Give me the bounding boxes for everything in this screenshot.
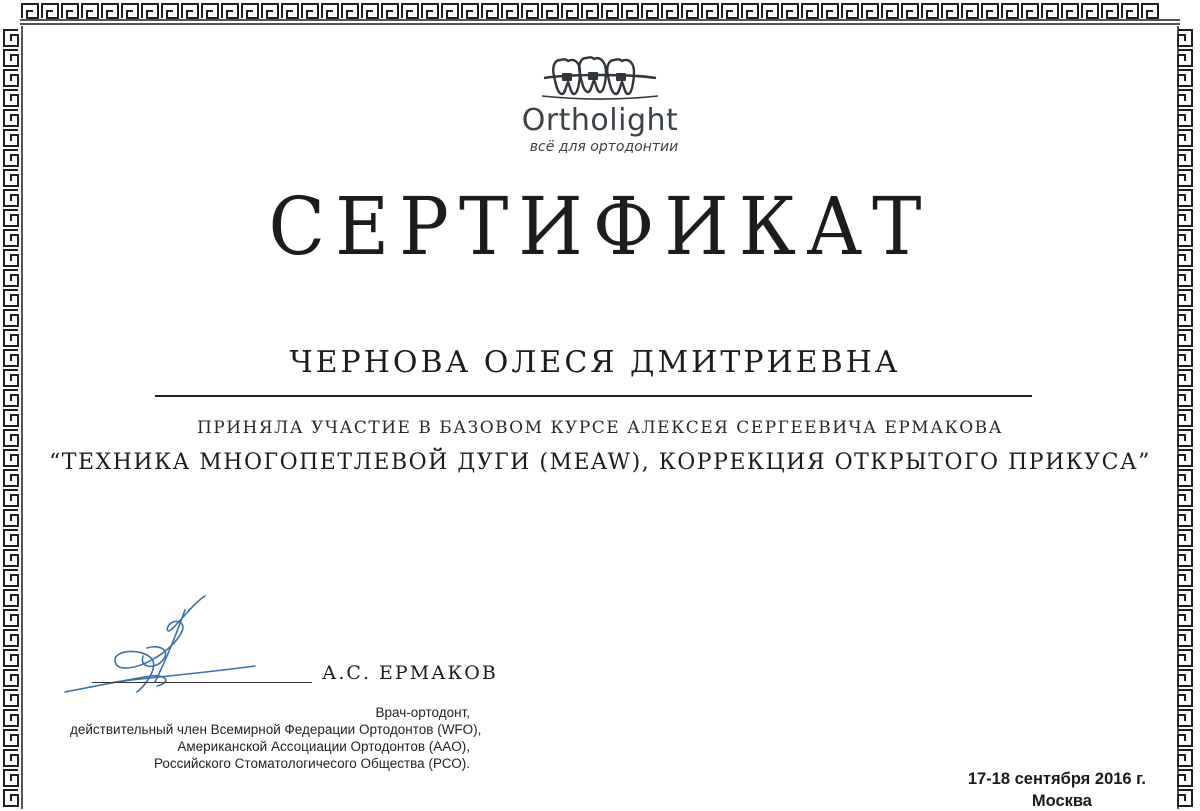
border-key-motif [4,630,18,646]
border-key-motif [702,4,718,18]
border-key-motif [282,4,298,18]
border-key-motif [1178,590,1192,606]
border-key-motif [642,4,658,18]
border-key-motif [4,530,18,546]
signer-credentials [70,704,482,772]
border-key-motif [802,4,818,18]
border-key-motif [1178,390,1192,406]
border-key-motif [1178,330,1192,346]
border-key-motif [922,4,938,18]
border-key-motif [4,730,18,746]
border-key-motif [4,510,18,526]
border-key-motif [982,4,998,18]
border-key-motif [682,4,698,18]
border-key-motif [4,330,18,346]
border-key-motif [4,350,18,366]
border-key-motif [1178,610,1192,626]
border-key-motif [962,4,978,18]
border-key-motif [422,4,438,18]
border-key-motif [22,4,38,18]
border-key-motif [1178,790,1192,806]
border-key-motif [862,4,878,18]
border-key-motif [1178,770,1192,786]
brand-name: Ortholight [521,103,679,138]
border-key-motif [262,4,278,18]
border-key-motif [4,310,18,326]
certificate-title: СЕРТИФИКАТ [268,180,932,274]
border-key-motif [102,4,118,18]
border-key-motif [182,4,198,18]
border-key-motif [1178,730,1192,746]
border-key-motif [1178,630,1192,646]
border-key-motif [1022,4,1038,18]
border-key-motif [4,30,18,46]
border-key-motif [1122,4,1138,18]
border-key-motif [122,4,138,18]
border-key-motif [1178,650,1192,666]
border-key-motif [302,4,318,18]
border-key-motif [402,4,418,18]
recipient-underline [155,395,1032,397]
border-key-motif [602,4,618,18]
border-key-motif [4,370,18,386]
border-key-motif [242,4,258,18]
border-key-motif [1178,750,1192,766]
signer-name: А.С. ЕРМАКОВ [322,662,498,684]
brand-logo [500,50,700,155]
border-key-motif [62,4,78,18]
border-key-motif [442,4,458,18]
border-key-motif [4,390,18,406]
border-key-motif [762,4,778,18]
border-key-motif [4,550,18,566]
border-key-motif [4,590,18,606]
border-key-motif [1178,710,1192,726]
border-key-motif [162,4,178,18]
border-key-motif [882,4,898,18]
border-key-motif [1178,510,1192,526]
border-key-motif [4,50,18,66]
border-key-motif [902,4,918,18]
border-key-motif [4,750,18,766]
credential-line: Американской Ассоциации Ортодонтов (AAO), [177,739,470,754]
border-key-motif [1178,690,1192,706]
border-key-motif [4,490,18,506]
border-key-motif [222,4,238,18]
border-key-motif [4,610,18,626]
course-title: “ТЕХНИКА МНОГОПЕТЛЕВОЙ ДУГИ (MEAW), КОРРЕКЦИЯ ОТКРЫТОГО ПРИКУСА” [49,450,1151,475]
border-key-motif [782,4,798,18]
border-key-motif [4,650,18,666]
border-key-motif [142,4,158,18]
border-key-motif [742,4,758,18]
border-key-motif [542,4,558,18]
border-key-motif [4,570,18,586]
border-key-motif [1178,130,1192,146]
border-key-motif [202,4,218,18]
border-key-motif [1178,530,1192,546]
event-city: Москва [1031,792,1092,810]
handwritten-signature [55,588,265,708]
participation-text: ПРИНЯЛА УЧАСТИЕ В БАЗОВОМ КУРСЕ АЛЕКСЕЯ СЕРГЕЕВИЧА ЕРМАКОВА [196,418,1004,438]
border-key-motif [1178,70,1192,86]
border-key-motif [1178,490,1192,506]
event-date: 17-18 сентября 2016 г. [967,770,1146,788]
braces-teeth-logo-icon [540,50,660,102]
credential-line: действительный член Всемирной Федерации Ортодонтов (WFO), [70,722,482,737]
border-key-motif [462,4,478,18]
signature-line [92,682,312,683]
border-key-motif [4,710,18,726]
border-key-motif [342,4,358,18]
border-key-motif [4,670,18,686]
border-key-motif [622,4,638,18]
border-key-motif [1042,4,1058,18]
border-key-motif [1178,30,1192,46]
border-key-motif [4,770,18,786]
border-key-motif [4,70,18,86]
border-key-motif [822,4,838,18]
border-key-motif [4,290,18,306]
border-key-motif [1178,350,1192,366]
credential-line: Врач-ортодонт, [375,705,470,720]
border-key-motif [4,90,18,106]
border-key-motif [1178,290,1192,306]
border-key-motif [4,130,18,146]
border-key-motif [562,4,578,18]
border-key-motif [4,690,18,706]
border-key-motif [4,110,18,126]
border-key-motif [1102,4,1118,18]
border-key-motif [722,4,738,18]
border-key-motif [322,4,338,18]
border-key-motif [1178,110,1192,126]
border-key-motif [1178,370,1192,386]
border-key-motif [1178,670,1192,686]
border-key-motif [362,4,378,18]
recipient-name: ЧЕРНОВА ОЛЕСЯ ДМИТРИЕВНА [289,345,901,380]
border-key-motif [1178,310,1192,326]
border-key-motif [1178,570,1192,586]
border-key-motif [1178,50,1192,66]
border-key-motif [1082,4,1098,18]
border-key-motif [1178,150,1192,166]
border-key-motif [482,4,498,18]
border-key-motif [4,790,18,806]
border-key-motif [1178,550,1192,566]
border-key-motif [942,4,958,18]
border-key-motif [522,4,538,18]
border-key-motif [1142,4,1158,18]
border-key-motif [842,4,858,18]
brand-tagline: всё для ортодонтии [529,139,679,155]
border-key-motif [502,4,518,18]
border-key-motif [42,4,58,18]
border-key-motif [1062,4,1078,18]
border-key-motif [82,4,98,18]
border-key-motif [1178,90,1192,106]
border-key-motif [1002,4,1018,18]
border-key-motif [382,4,398,18]
credential-line: Российского Стоматологичесого Общества (РСО). [153,756,470,771]
border-key-motif [662,4,678,18]
border-key-motif [582,4,598,18]
border-key-motif [4,150,18,166]
